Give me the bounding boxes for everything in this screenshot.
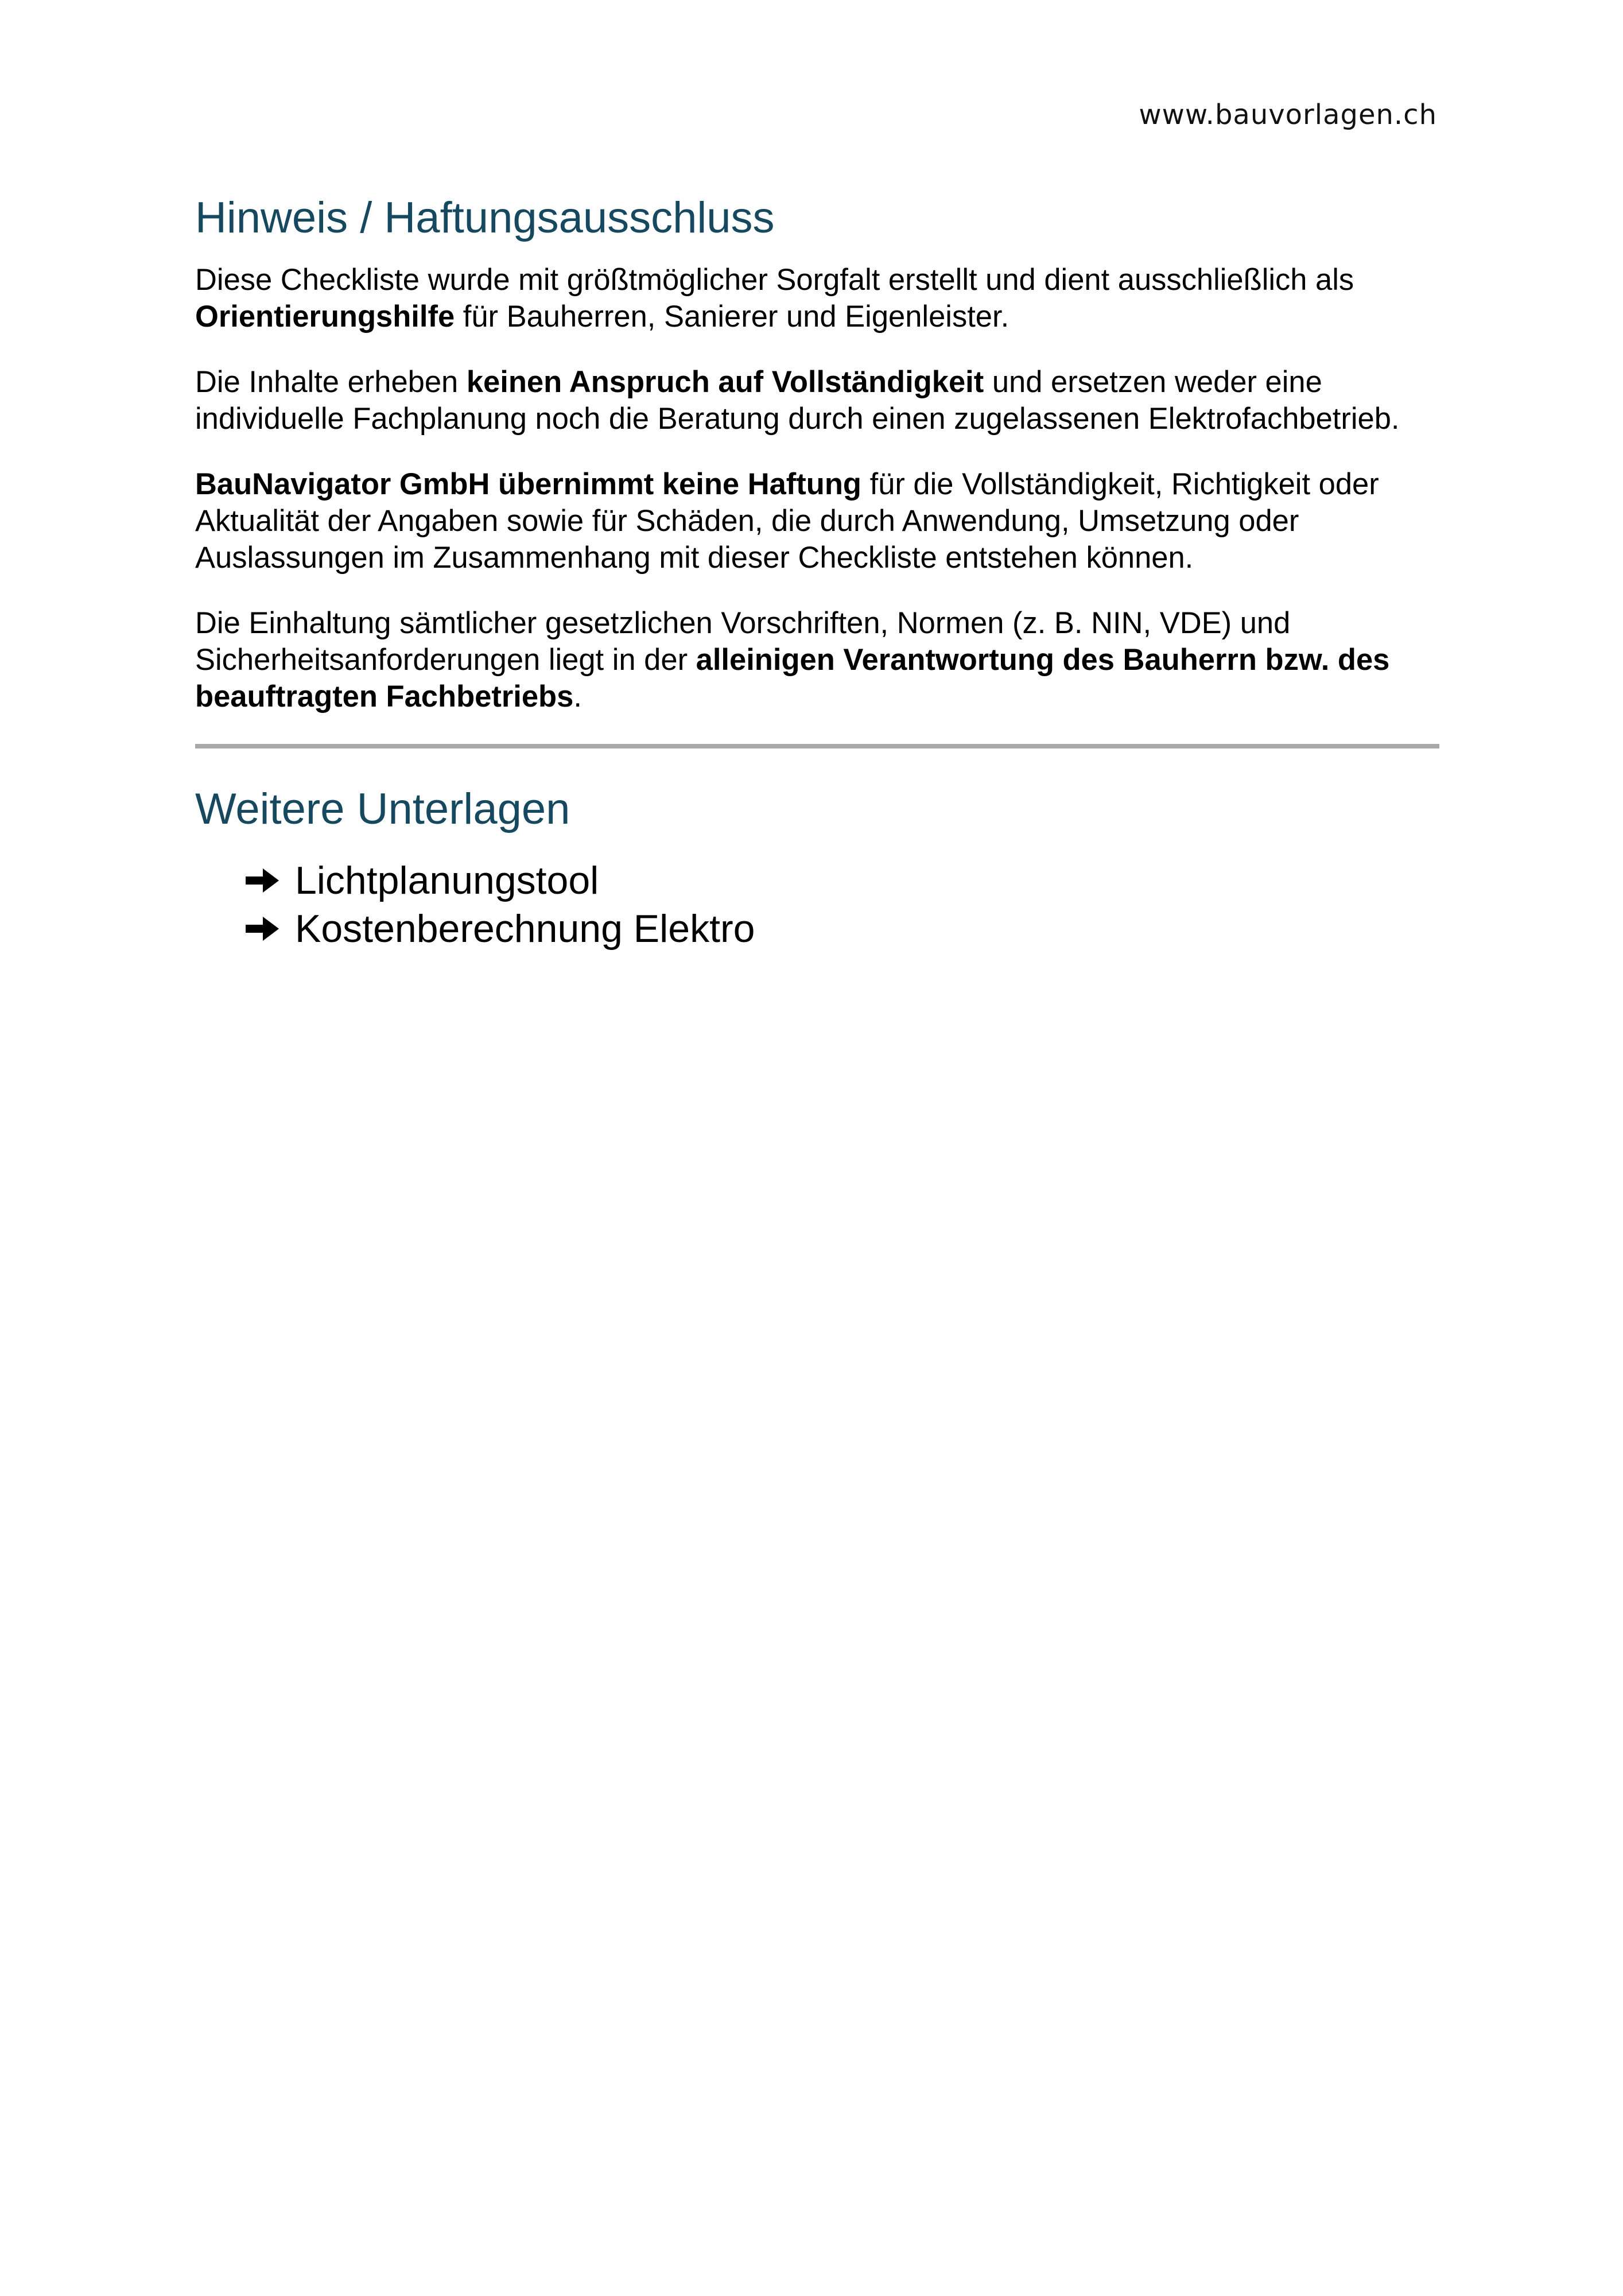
paragraph-bold-text: alleinigen Verantwortung des Bauherrn bzw. des beauftragten Fachbetriebs <box>195 643 1390 713</box>
site-url: www.bauvorlagen.ch <box>1139 99 1437 131</box>
link-label[interactable]: Lichtplanungstool <box>295 859 599 902</box>
paragraph-bold-text: Orientierungshilfe <box>195 300 455 333</box>
paragraph-text: Die Einhaltung sämtlicher gesetzlichen Vorschriften, Normen (z. B. NIN, VDE) und Sicherheitsanforderungen liegt in der <box>195 606 1291 677</box>
paragraph-text: Die Inhalte erheben <box>195 365 467 399</box>
disclaimer-paragraph-2 <box>195 364 1439 437</box>
section-divider <box>195 744 1439 748</box>
link-kostenberechnung-elektro[interactable] <box>246 905 1439 953</box>
arrow-right-icon <box>246 867 280 894</box>
paragraph-text: Diese Checkliste wurde mit größtmöglicher Sorgfalt erstellt und dient ausschließlich als <box>195 263 1354 297</box>
arrow-right-icon <box>246 915 280 943</box>
disclaimer-paragraph-1 <box>195 262 1439 335</box>
paragraph-text: für Bauherren, Sanierer und Eigenleister. <box>455 300 1009 333</box>
paragraph-text: und ersetzen weder eine individuelle Fachplanung noch die Beratung durch einen zugelassenen Elektrofachbetrieb. <box>195 365 1400 436</box>
paragraph-bold-text: BauNavigator GmbH übernimmt keine Haftung <box>195 467 861 501</box>
paragraph-text: . <box>573 680 582 713</box>
disclaimer-title: Hinweis / Haftungsausschluss <box>195 193 775 242</box>
disclaimer-paragraph-3 <box>195 466 1439 576</box>
paragraph-text: für die Vollständigkeit, Richtigkeit oder Aktualität der Angaben sowie für Schäden, die durch Anwendung, Umsetzung oder Auslassungen im Zusammenhang mit dieser Checkliste entstehen können. <box>195 467 1379 575</box>
paragraph-bold-text: keinen Anspruch auf Vollständigkeit <box>466 365 984 399</box>
page-content <box>195 189 1439 953</box>
link-label[interactable]: Kostenberechnung Elektro <box>295 907 755 951</box>
more-documents-list <box>195 856 1439 953</box>
more-documents-title: Weitere Unterlagen <box>195 785 570 833</box>
disclaimer-paragraph-4 <box>195 605 1439 715</box>
link-lichtplanungstool[interactable] <box>246 856 1439 905</box>
